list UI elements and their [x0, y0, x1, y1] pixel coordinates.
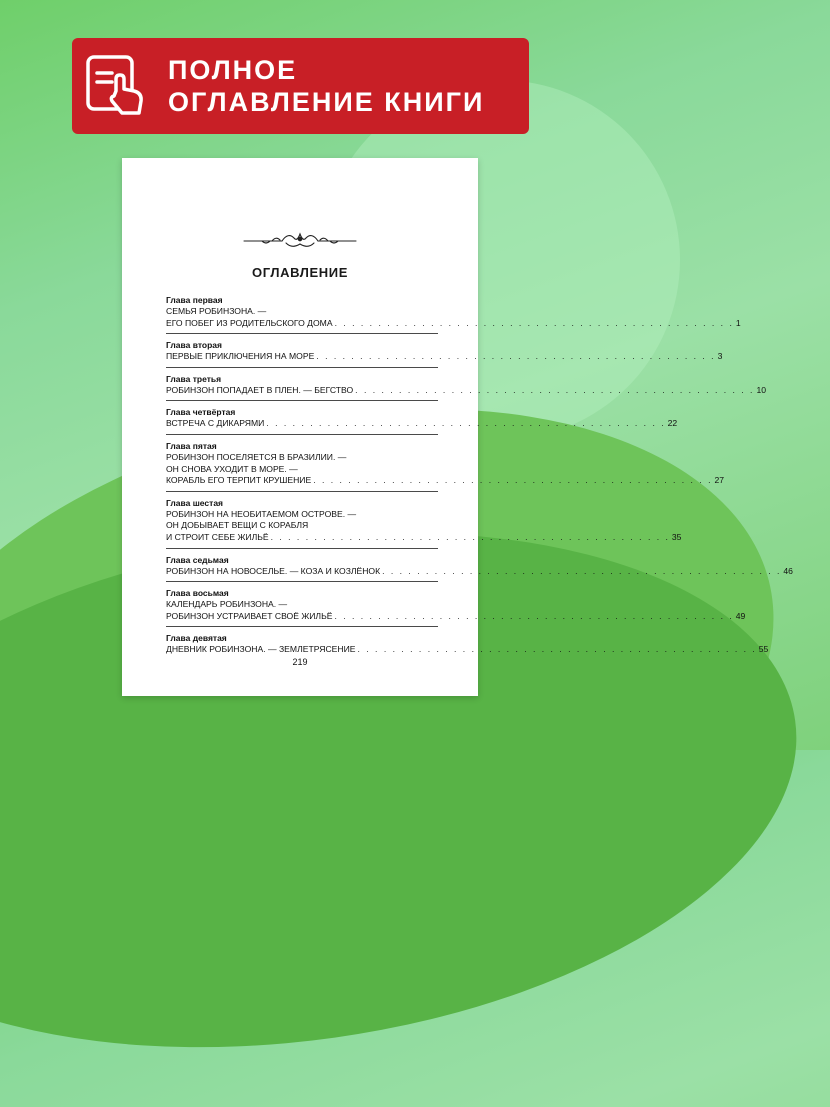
- chapter-label: Глава шестая: [166, 497, 224, 508]
- toc-chapter: [166, 588, 746, 627]
- dot-leader: . . . . . . . . . . . . . . . . . . . . . . . . . . . . . . . . . . . . . . . . . . . . . .: [313, 475, 713, 486]
- title-banner: [72, 38, 529, 134]
- chapter-page-number: 55: [758, 644, 769, 655]
- chapter-page-number: 22: [667, 418, 678, 429]
- banner-title: [168, 54, 484, 118]
- chapter-label: Глава седьмая: [166, 554, 229, 565]
- toc-chapter: [166, 633, 769, 660]
- toc-entry[interactable]: [166, 317, 741, 330]
- chapter-label: Глава пятая: [166, 440, 217, 451]
- chapter-title-line: РОБИНЗОН УСТРАИВАЕТ СВОЁ ЖИЛЬЁ: [166, 610, 333, 621]
- dot-leader: . . . . . . . . . . . . . . . . . . . . . . . . . . . . . . . . . . . . . . . . . . . . . .: [334, 610, 734, 621]
- toc-entry[interactable]: [166, 610, 746, 623]
- chapter-title-line: ОН СНОВА УХОДИТ В МОРЕ. —: [166, 463, 298, 474]
- chapter-page-number: 27: [714, 475, 725, 486]
- chapter-title-line: РОБИНЗОН НА НЕОБИТАЕМОМ ОСТРОВЕ. —: [166, 508, 357, 519]
- chapter-title-line: И СТРОИТ СЕБЕ ЖИЛЬЁ: [166, 531, 269, 542]
- table-of-contents: [166, 295, 793, 666]
- toc-entry[interactable]: [166, 531, 682, 544]
- chapter-label: Глава первая: [166, 295, 223, 305]
- toc-entry[interactable]: [166, 565, 793, 578]
- chapter-title-line: РОБИНЗОН НА НОВОСЕЛЬЕ. — КОЗА И КОЗЛЁНОК: [166, 565, 381, 576]
- toc-entry[interactable]: [166, 351, 723, 363]
- document-hand-icon: [82, 51, 152, 121]
- chapter-title-line: КОРАБЛЬ ЕГО ТЕРПИТ КРУШЕНИЕ: [166, 475, 312, 486]
- toc-entry[interactable]: [166, 384, 767, 397]
- toc-chapter: [166, 295, 741, 334]
- chapter-label: Глава восьмая: [166, 588, 229, 599]
- chapter-label: Глава третья: [166, 373, 222, 384]
- chapter-label: Глава девятая: [166, 633, 227, 644]
- chapter-label: Глава вторая: [166, 340, 222, 351]
- toc-entry[interactable]: [166, 418, 678, 430]
- toc-heading: ОГЛАВЛЕНИЕ: [252, 265, 348, 280]
- chapter-title-line: РОБИНЗОН ПОСЕЛЯЕТСЯ В БРАЗИЛИИ. —: [166, 451, 347, 462]
- dot-leader: . . . . . . . . . . . . . . . . . . . . . . . . . . . . . . . . . . . . . . . . . . . . . .: [270, 531, 670, 542]
- toc-chapter: [166, 407, 678, 435]
- toc-chapter: [166, 440, 725, 492]
- dot-leader: . . . . . . . . . . . . . . . . . . . . . . . . . . . . . . . . . . . . . . . . . . . . . .: [382, 565, 782, 576]
- toc-chapter: [166, 554, 793, 583]
- toc-entry[interactable]: [166, 644, 769, 656]
- chapter-title-line: ЕГО ПОБЕГ ИЗ РОДИТЕЛЬСКОГО ДОМА: [166, 317, 333, 328]
- chapter-page-number: 46: [783, 565, 793, 576]
- chapter-title-line: СЕМЬЯ РОБИНЗОНА. —: [166, 306, 267, 316]
- dot-leader: . . . . . . . . . . . . . . . . . . . . . . . . . . . . . . . . . . . . . . . . . . . . . .: [316, 351, 716, 362]
- book-page: [122, 158, 793, 696]
- toc-entry[interactable]: [166, 475, 725, 487]
- chapter-page-number: 35: [671, 531, 682, 542]
- chapter-page-number: 3: [717, 351, 723, 362]
- dot-leader: . . . . . . . . . . . . . . . . . . . . . . . . . . . . . . . . . . . . . . . . . . . . . .: [334, 317, 734, 328]
- page-number: 219: [292, 657, 308, 667]
- dot-leader: . . . . . . . . . . . . . . . . . . . . . . . . . . . . . . . . . . . . . . . . . . . . . .: [266, 418, 666, 429]
- ornament-icon: [242, 228, 358, 250]
- chapter-title-line: КАЛЕНДАРЬ РОБИНЗОНА. —: [166, 599, 288, 610]
- dot-leader: . . . . . . . . . . . . . . . . . . . . . . . . . . . . . . . . . . . . . . . . . . . . . .: [357, 644, 757, 655]
- chapter-title-line: ВСТРЕЧА С ДИКАРЯМИ: [166, 418, 265, 429]
- toc-chapter: [166, 373, 767, 402]
- chapter-page-number: 49: [735, 610, 746, 621]
- chapter-label: Глава четвёртая: [166, 407, 236, 418]
- chapter-page-number: 1: [735, 317, 741, 328]
- chapter-title-line: ДНЕВНИК РОБИНЗОНА. — ЗЕМЛЕТРЯСЕНИЕ: [166, 644, 356, 655]
- chapter-page-number: 10: [756, 384, 767, 395]
- chapter-title-line: ОН ДОБЫВАЕТ ВЕЩИ С КОРАБЛЯ: [166, 520, 309, 531]
- banner-line-2: ОГЛАВЛЕНИЕ КНИГИ: [168, 87, 485, 117]
- chapter-title-line: РОБИНЗОН ПОПАДАЕТ В ПЛЕН. — БЕГСТВО: [166, 384, 354, 395]
- dot-leader: . . . . . . . . . . . . . . . . . . . . . . . . . . . . . . . . . . . . . . . . . . . . . .: [355, 384, 755, 395]
- banner-line-1: ПОЛНОЕ: [168, 55, 298, 85]
- chapter-title-line: ПЕРВЫЕ ПРИКЛЮЧЕНИЯ НА МОРЕ: [166, 351, 315, 362]
- toc-chapter: [166, 340, 723, 368]
- toc-chapter: [166, 497, 682, 549]
